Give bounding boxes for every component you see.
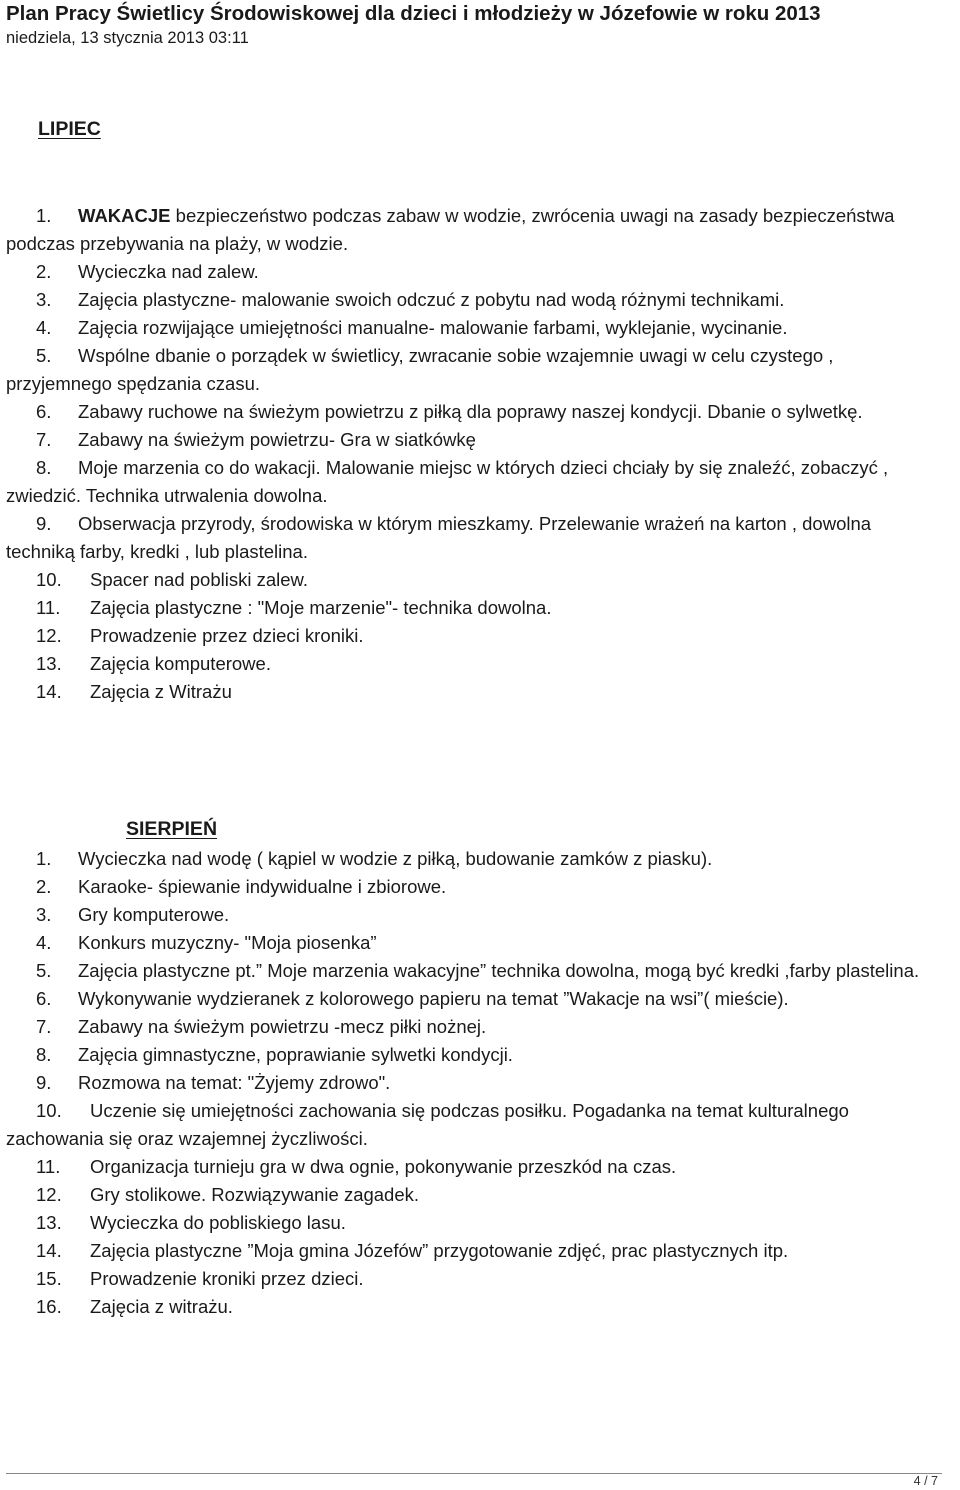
item-number: 2. (36, 261, 52, 282)
list-item (6, 258, 936, 286)
item-text: Zajęcia gimnastyczne, poprawianie sylwetki kondycji. (78, 1044, 513, 1065)
list-item (6, 957, 936, 985)
item-number: 10. (36, 569, 62, 590)
item-text: Zabawy na świeżym powietrzu- Gra w siatkówkę (78, 429, 476, 450)
list-item (6, 901, 936, 929)
item-text: Zajęcia rozwijające umiejętności manualne- malowanie farbami, wyklejanie, wycinanie. (78, 317, 788, 338)
item-number: 9. (36, 513, 52, 534)
item-text: Gry stolikowe. Rozwiązywanie zagadek. (90, 1184, 420, 1205)
item-text: Prowadzenie kroniki przez dzieci. (90, 1268, 364, 1289)
section-heading-august: SIERPIEŃ (126, 818, 218, 840)
document-title: Plan Pracy Świetlicy Środowiskowej dla dzieci i młodzieży w Józefowie w roku 2013 (6, 2, 821, 25)
item-number: 15. (36, 1268, 62, 1289)
item-text: Wspólne dbanie o porządek w świetlicy, zwracanie sobie wzajemnie uwagi w celu czystego , przyjemnego spędzania czasu. (6, 345, 834, 394)
item-number: 8. (36, 457, 52, 478)
list-item (6, 594, 936, 622)
item-text: Zajęcia plastyczne : "Moje marzenie"- technika dowolna. (90, 597, 552, 618)
page-number: 4 / 7 (913, 1474, 938, 1488)
list-item (6, 1097, 936, 1153)
item-text: Wycieczka do pobliskiego lasu. (90, 1212, 346, 1233)
list-item (6, 398, 936, 426)
list-item (6, 650, 936, 678)
list-item (6, 426, 936, 454)
list-item (6, 1237, 936, 1265)
document-header (6, 0, 821, 48)
list-item (6, 929, 936, 957)
list-item (6, 1265, 936, 1293)
item-text: Konkurs muzyczny- "Moja piosenka” (78, 932, 377, 953)
item-number: 1. (36, 205, 52, 226)
item-text: Moje marzenia co do wakacji. Malowanie miejsc w których dzieci chciały by się znaleźć, zobaczyć , zwiedzić. Technika utrwalenia dowolna. (6, 457, 889, 506)
item-number: 1. (36, 848, 52, 869)
item-number: 3. (36, 289, 52, 310)
list-item (6, 1181, 936, 1209)
item-text: Zajęcia z Witrażu (90, 681, 232, 702)
item-number: 13. (36, 1212, 62, 1233)
item-number: 12. (36, 625, 62, 646)
list-item (6, 286, 936, 314)
list-item (6, 873, 936, 901)
august-activity-list (6, 845, 936, 1321)
item-number: 6. (36, 401, 52, 422)
item-lead: WAKACJE (78, 205, 171, 226)
footer-divider (6, 1473, 942, 1474)
item-number: 13. (36, 653, 62, 674)
item-number: 3. (36, 904, 52, 925)
item-number: 9. (36, 1072, 52, 1093)
item-text: Gry komputerowe. (78, 904, 230, 925)
item-text: Uczenie się umiejętności zachowania się podczas posiłku. Pogadanka na temat kulturalnego zachowania się oraz wzajemnej życzliwości. (6, 1100, 849, 1149)
list-item (6, 1041, 936, 1069)
list-item (6, 1013, 936, 1041)
list-item (6, 1293, 936, 1321)
document-date: niedziela, 13 stycznia 2013 03:11 (6, 29, 249, 47)
item-text: Wycieczka nad wodę ( kąpiel w wodzie z piłką, budowanie zamków z piasku). (78, 848, 713, 869)
item-text: Spacer nad pobliski zalew. (90, 569, 309, 590)
item-text: Zajęcia plastyczne- malowanie swoich odczuć z pobytu nad wodą różnymi technikami. (78, 289, 785, 310)
item-text: Obserwacja przyrody, środowiska w którym mieszkamy. Przelewanie wrażeń na karton , dowolna techniką farby, kredki , lub plastelina. (6, 513, 872, 562)
item-text: Zajęcia plastyczne ”Moja gmina Józefów” przygotowanie zdjęć, prac plastycznych itp. (90, 1240, 789, 1261)
item-number: 5. (36, 960, 52, 981)
item-number: 14. (36, 1240, 62, 1261)
item-number: 14. (36, 681, 62, 702)
list-item (6, 342, 936, 398)
july-activity-list (6, 202, 936, 706)
item-text: Zajęcia z witrażu. (90, 1296, 233, 1317)
item-number: 7. (36, 1016, 52, 1037)
item-number: 11. (36, 597, 61, 618)
item-number: 11. (36, 1156, 61, 1177)
list-item (6, 454, 936, 510)
list-item (6, 510, 936, 566)
item-number: 16. (36, 1296, 62, 1317)
item-number: 4. (36, 317, 52, 338)
list-item (6, 202, 936, 258)
section-heading-july: LIPIEC (38, 118, 101, 140)
item-number: 8. (36, 1044, 52, 1065)
list-item (6, 845, 936, 873)
item-number: 5. (36, 345, 52, 366)
item-text: Wykonywanie wydzieranek z kolorowego papieru na temat ”Wakacje na wsi”( mieście). (78, 988, 789, 1009)
list-item (6, 1153, 936, 1181)
item-text: Zabawy ruchowe na świeżym powietrzu z piłką dla poprawy naszej kondycji. Dbanie o sylwetkę. (78, 401, 863, 422)
item-text: Organizacja turnieju gra w dwa ognie, pokonywanie przeszkód na czas. (90, 1156, 677, 1177)
item-text: Zabawy na świeżym powietrzu -mecz piłki nożnej. (78, 1016, 487, 1037)
item-text: Prowadzenie przez dzieci kroniki. (90, 625, 364, 646)
list-item (6, 314, 936, 342)
item-number: 12. (36, 1184, 62, 1205)
item-text: Karaoke- śpiewanie indywidualne i zbiorowe. (78, 876, 447, 897)
list-item (6, 1209, 936, 1237)
item-text: Wycieczka nad zalew. (78, 261, 259, 282)
item-number: 4. (36, 932, 52, 953)
item-number: 7. (36, 429, 52, 450)
item-text: bezpieczeństwo podczas zabaw w wodzie, zwrócenia uwagi na zasady bezpieczeństwa podczas przebywania na plaży, w wodzie. (6, 205, 895, 254)
list-item (6, 1069, 936, 1097)
item-number: 2. (36, 876, 52, 897)
item-number: 6. (36, 988, 52, 1009)
list-item (6, 985, 936, 1013)
item-number: 10. (36, 1100, 62, 1121)
item-text: Rozmowa na temat: "Żyjemy zdrowo". (78, 1072, 391, 1093)
list-item (6, 566, 936, 594)
list-item (6, 622, 936, 650)
item-text: Zajęcia komputerowe. (90, 653, 271, 674)
list-item (6, 678, 936, 706)
item-text: Zajęcia plastyczne pt.” Moje marzenia wakacyjne” technika dowolna, mogą być kredki ,farby plastelina. (78, 960, 920, 981)
